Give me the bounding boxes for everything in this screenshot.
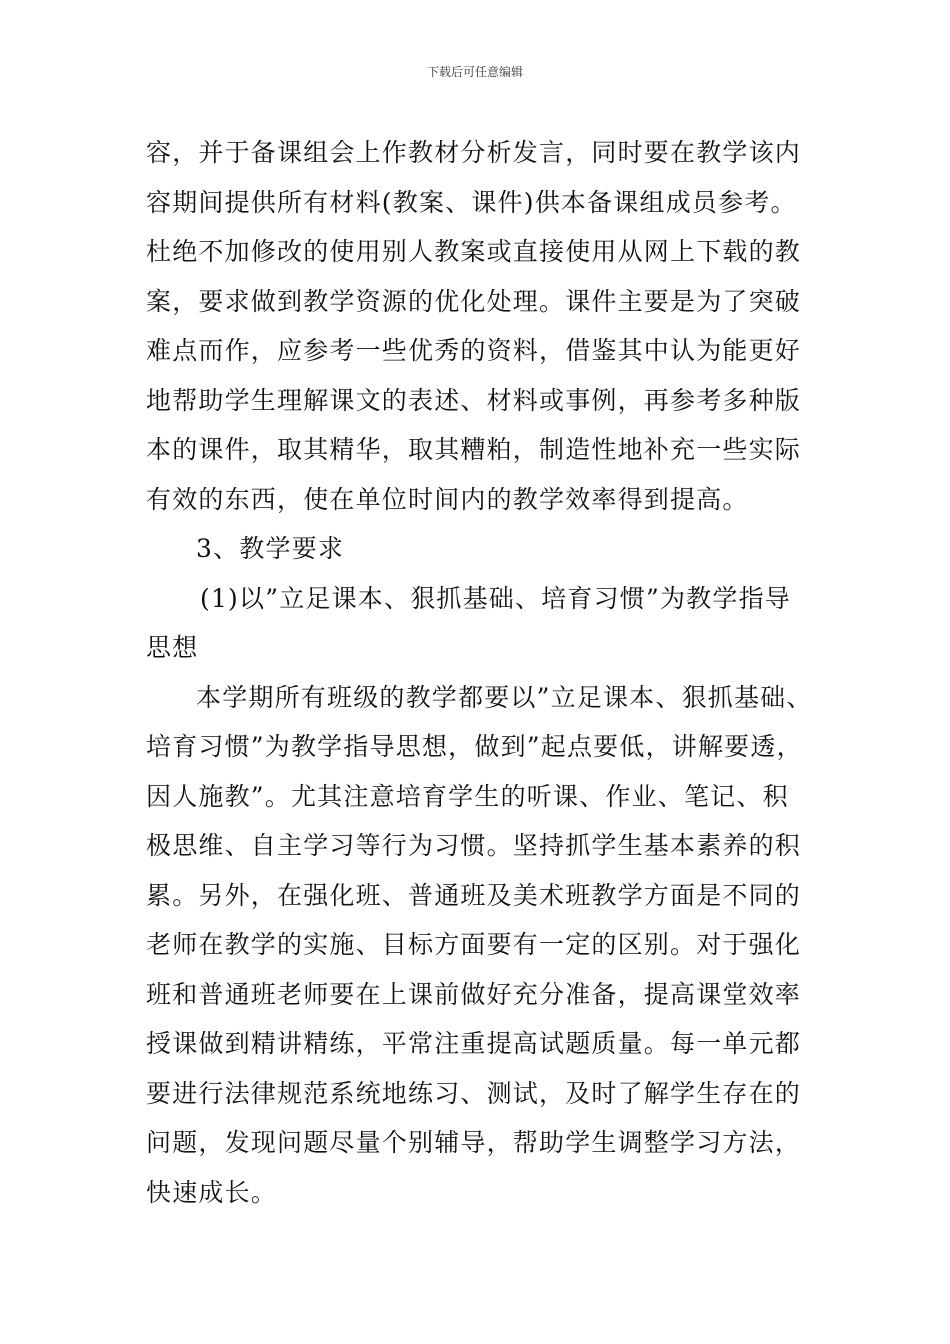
text-line: 杜绝不加修改的使用别人教案或直接使用从网上下载的教 xyxy=(146,237,802,266)
text-line: 本的课件，取其精华，取其糟粕，制造性地补充一些实际 xyxy=(146,435,802,464)
text-line: 问题，发现问题尽量个别辅导，帮助学生调整学习方法， xyxy=(146,1128,802,1157)
subsection-heading: (1)以”立足课本、狠抓基础、培育习惯”为教学指导 xyxy=(200,583,791,613)
text-line: 容期间提供所有材料(教案、课件)供本备课组成员参考。 xyxy=(146,187,797,217)
text-line: 授课做到精讲精练，平常注重提高试题质量。每一单元都 xyxy=(146,1029,802,1058)
text-line: 快速成长。 xyxy=(146,1177,278,1207)
text-line: 案，要求做到教学资源的优化处理。课件主要是为了突破 xyxy=(146,286,802,316)
text-line: 地帮助学生理解课文的表述、材料或事例，再参考多种版 xyxy=(146,385,802,415)
text-line: 老师在教学的实施、目标方面要有一定的区别。对于强化 xyxy=(146,930,802,959)
text-line: 思想 xyxy=(146,633,199,662)
document-body xyxy=(146,128,836,1217)
text-line: 培育习惯”为教学指导思想，做到”起点要低，讲解要透， xyxy=(146,732,803,761)
text-line: 难点而作，应参考一些优秀的资料，借鉴其中认为能更好 xyxy=(146,336,802,365)
page-header: 下载后可任意编辑 xyxy=(426,65,523,79)
text-line: 极思维、自主学习等行为习惯。坚持抓学生基本素养的积 xyxy=(146,831,802,860)
text-line: 要进行法律规范系统地练习、测试，及时了解学生存在的 xyxy=(146,1078,802,1108)
text-line: 因人施教”。尤其注意培育学生的听课、作业、笔记、积 xyxy=(146,781,789,811)
section-heading: 3、教学要求 xyxy=(196,534,345,563)
text-line: 容，并于备课组会上作教材分析发言，同时要在教学该内 xyxy=(146,138,802,167)
paragraph-first-line: 本学期所有班级的教学都要以”立足课本、狠抓基础、 xyxy=(196,682,813,712)
text-line: 有效的东西，使在单位时间内的教学效率得到提高。 xyxy=(146,484,749,514)
text-line: 累。另外，在强化班、普通班及美术班教学方面是不同的 xyxy=(146,880,802,910)
text-line: 班和普通班老师要在上课前做好充分准备，提高课堂效率 xyxy=(146,979,802,1009)
